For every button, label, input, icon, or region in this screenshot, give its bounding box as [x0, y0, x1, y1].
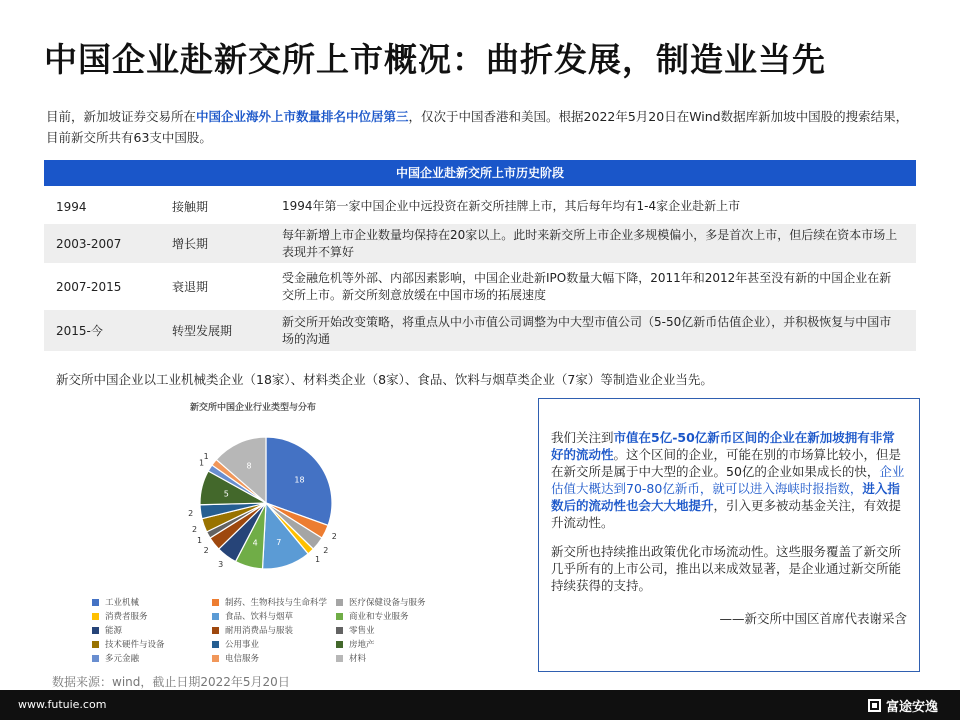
footer-bar — [0, 690, 960, 720]
legend-swatch — [336, 613, 343, 620]
pie-svg — [40, 396, 510, 596]
legend-item — [212, 596, 336, 608]
legend-label: 耐用消费品与服装 — [225, 626, 294, 636]
quote-highlight: 企业估值大概达到70-80亿新币，就可以进入海峡时报指数， — [551, 464, 905, 496]
quote-text: ，引入更多被动基金关注，有效提升流动性。 — [551, 498, 902, 530]
intro-text-2: ，仅次于中国香港和美国。根据2022年5月20日在Wind数据库新加坡中国股的搜索结果，目前新交所共有63支中国股。 — [46, 109, 909, 145]
brand-logo-icon — [868, 699, 881, 712]
legend-swatch — [92, 613, 99, 620]
legend-swatch — [212, 627, 219, 634]
pie-data-label: 1 — [199, 458, 205, 468]
quote-paragraph-2: 新交所也持续推出政策优化市场流动性。这些服务覆盖了新交所几乎所有的上市公司，推出以来成效显著，是企业通过新交所能持续获得的支持。 — [551, 544, 902, 593]
pie-data-label: 7 — [276, 537, 282, 547]
pie-data-label: 2 — [323, 545, 329, 555]
legend-swatch — [92, 627, 99, 634]
row-phase: 增长期 — [172, 237, 209, 251]
quote-attribution: ——新交所中国区首席代表谢采含 — [719, 611, 907, 626]
table-row — [44, 190, 916, 224]
chart-legend — [92, 596, 512, 664]
row-phase: 衰退期 — [172, 280, 209, 294]
quote-text: 。这个区间的企业，可能在别的市场算比较小，但是在新交所是属于中大型的企业。50亿的企业如果成长的快， — [551, 447, 902, 479]
legend-swatch — [92, 599, 99, 606]
legend-label: 零售业 — [349, 626, 375, 636]
legend-label: 材料 — [349, 654, 367, 664]
pie-data-label: 8 — [246, 461, 252, 471]
pie-data-label: 2 — [188, 509, 194, 519]
row-desc: 每年新增上市企业数量均保持在20家以上。此时来新交所上市企业多规模偏小，多是首次上市，但后续在资本市场上表现并不算好 — [282, 227, 898, 259]
table-row — [44, 264, 916, 310]
pie-data-label: 18 — [294, 475, 305, 485]
legend-item — [212, 638, 336, 650]
brand-name: 富途安逸 — [885, 700, 938, 715]
quote-highlight: 进入指数后的流动性也会大大地提升 — [551, 481, 900, 513]
legend-swatch — [336, 655, 343, 662]
legend-item — [336, 652, 456, 664]
row-year: 1994 — [56, 199, 87, 214]
legend-label: 制药、生物科技与生命科学 — [225, 598, 328, 608]
legend-item — [92, 596, 212, 608]
legend-swatch — [336, 599, 343, 606]
history-table — [44, 190, 916, 352]
legend-item — [336, 596, 456, 608]
quote-paragraph-1 — [551, 429, 907, 531]
legend-item — [212, 624, 336, 636]
legend-label: 房地产 — [349, 640, 375, 650]
row-phase: 接触期 — [172, 200, 209, 214]
pie-data-label: 2 — [191, 524, 198, 534]
legend-item — [336, 624, 456, 636]
legend-swatch — [212, 641, 219, 648]
legend-swatch — [92, 641, 99, 648]
legend-swatch — [212, 599, 219, 606]
quote-text: 我们关注到 — [551, 430, 614, 445]
pie-data-label: 5 — [223, 489, 229, 499]
legend-label: 食品、饮料与烟草 — [225, 612, 294, 622]
legend-label: 商业和专业服务 — [349, 612, 409, 622]
pie-data-label: 2 — [203, 545, 209, 555]
legend-item — [92, 610, 212, 622]
intro-text-1: 目前，新加坡证券交易所在 — [46, 109, 197, 124]
row-year: 2003-2007 — [56, 236, 122, 251]
footer-brand — [868, 696, 938, 715]
legend-label: 公用事业 — [225, 640, 260, 650]
legend-item — [212, 652, 336, 664]
legend-label: 技术硬件与设备 — [105, 640, 165, 650]
pie-data-label: 1 — [203, 452, 209, 462]
page-title: 中国企业赴新交所上市概况：曲折发展，制造业当先 — [44, 40, 826, 79]
legend-swatch — [336, 627, 343, 634]
legend-label: 消费者服务 — [105, 612, 148, 622]
row-desc: 受金融危机等外部、内部因素影响，中国企业赴新IPO数量大幅下降，2011年和2012年甚至没有新的中国企业在新交所上市。新交所刻意放缓在中国市场的拓展速度 — [282, 270, 892, 302]
pie-data-label: 3 — [218, 560, 224, 570]
industry-pie-chart — [40, 396, 510, 666]
legend-swatch — [336, 641, 343, 648]
table-header: 中国企业赴新交所上市历史阶段 — [44, 160, 916, 186]
row-desc: 1994年第一家中国企业中远投资在新交所挂牌上市，其后每年均有1-4家企业赴新上市 — [282, 199, 741, 213]
intro-paragraph — [46, 106, 916, 148]
legend-label: 医疗保健设备与服务 — [349, 598, 426, 608]
pie-data-label: 4 — [252, 538, 258, 548]
industry-summary: 新交所中国企业以工业机械类企业（18家）、材料类企业（8家）、食品、饮料与烟草类企业（7家）等制造业企业当先。 — [56, 372, 713, 387]
legend-item — [336, 610, 456, 622]
quote-highlight: 市值在5亿-50亿新币区间的企业在新加坡拥有非常好的流动性 — [551, 430, 895, 462]
legend-label: 工业机械 — [105, 598, 140, 608]
legend-label: 电信服务 — [225, 654, 260, 664]
legend-item — [92, 638, 212, 650]
intro-highlight: 中国企业海外上市数量排名中位居第三 — [196, 109, 409, 124]
table-row — [44, 224, 916, 264]
legend-item — [336, 638, 456, 650]
footer-url[interactable]: www.futuie.com — [18, 698, 107, 711]
legend-label: 多元金融 — [105, 654, 140, 664]
legend-swatch — [92, 655, 99, 662]
legend-label: 能源 — [105, 626, 123, 636]
legend-item — [92, 624, 212, 636]
row-year: 2007-2015 — [56, 279, 122, 294]
chart-title: 新交所中国企业行业类型与分布 — [190, 403, 317, 413]
row-desc: 新交所开始改变策略，将重点从中小市值公司调整为中大型市值公司（5-50亿新币估值企业），并积极恢复与中国市场的沟通 — [282, 314, 892, 346]
legend-item — [212, 610, 336, 622]
table-row — [44, 310, 916, 352]
data-source: 数据来源：wind，截止日期2022年5月20日 — [52, 675, 290, 689]
pie-data-label: 1 — [315, 554, 321, 564]
quote-box — [538, 398, 920, 672]
legend-swatch — [212, 655, 219, 662]
legend-swatch — [212, 613, 219, 620]
pie-data-label: 1 — [196, 535, 203, 545]
pie-data-label: 2 — [331, 532, 337, 542]
legend-item — [92, 652, 212, 664]
row-year: 2015-今 — [56, 324, 103, 338]
row-phase: 转型发展期 — [172, 324, 233, 338]
